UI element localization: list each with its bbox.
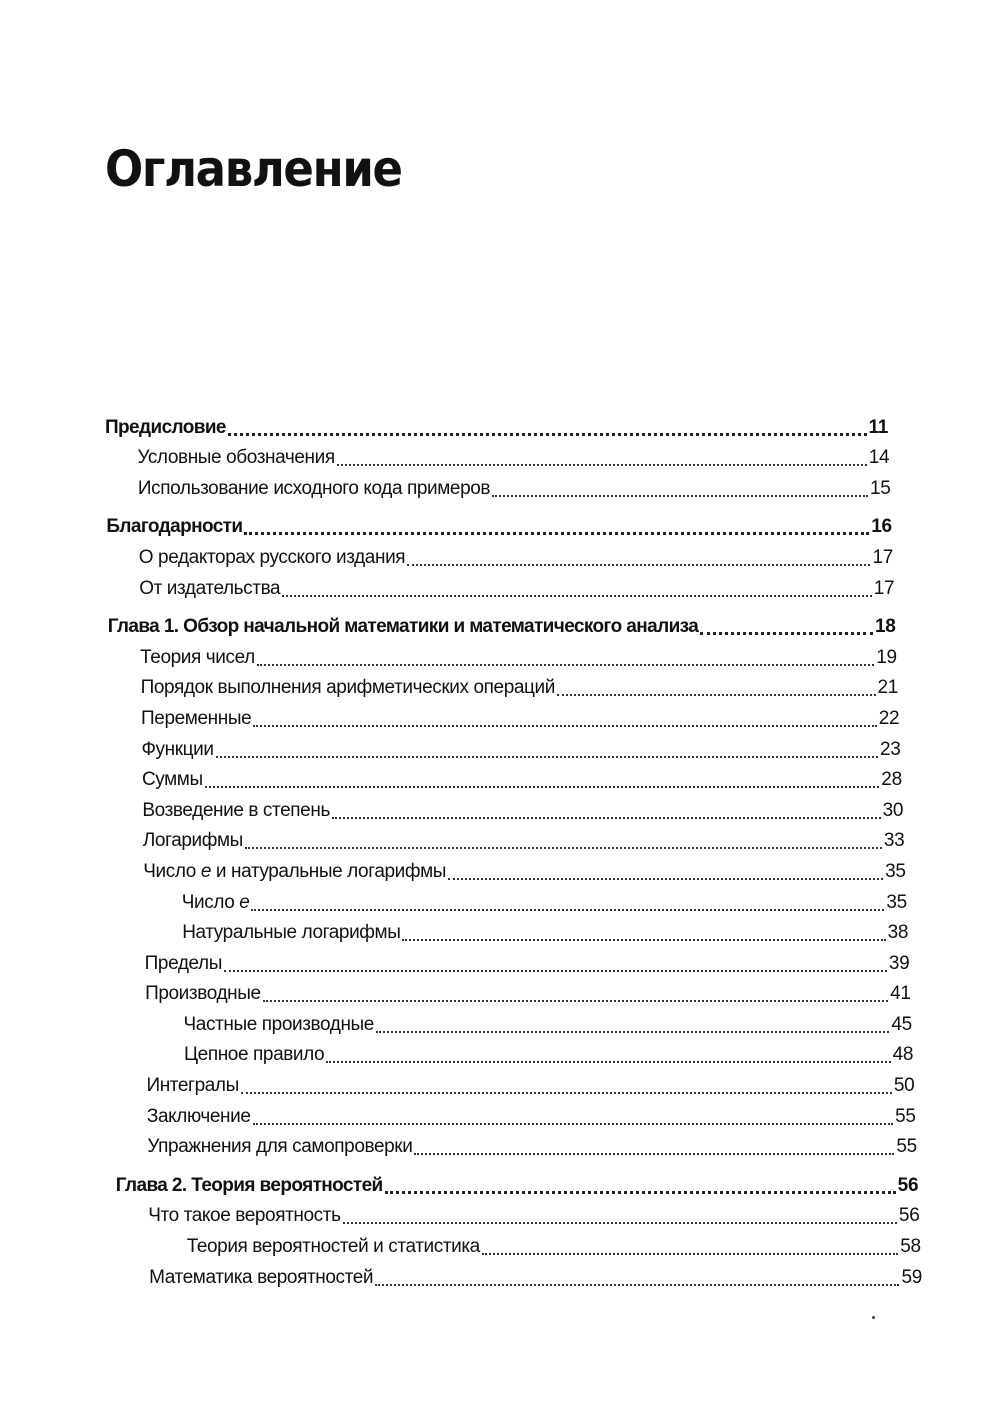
toc-entry-label: Натуральные логарифмы [182, 922, 401, 944]
toc-entry-page: 17 [872, 546, 894, 568]
toc-entry-page: 16 [871, 516, 892, 538]
toc-entry-label: Частные производные [183, 1013, 374, 1035]
toc-dot-leader [326, 1049, 890, 1063]
toc-entry-label: Цепное правило [184, 1044, 325, 1066]
toc-entry [0, 573, 894, 604]
toc-entry [0, 948, 909, 979]
toc-entry-label: Функции [141, 738, 214, 760]
toc-entry-label: Благодарности [106, 516, 243, 538]
toc-entry [0, 673, 898, 704]
toc-entry [0, 703, 899, 734]
toc-chapter-entry [0, 512, 892, 543]
toc-entry-label: Суммы [141, 769, 203, 791]
toc-entry-label: Заключение [146, 1105, 251, 1127]
toc-entry-label: Математика вероятностей [149, 1266, 374, 1288]
toc-entry-label: Что такое вероятность [148, 1205, 341, 1227]
toc-entry [0, 918, 908, 949]
toc-dot-leader [245, 835, 882, 849]
toc-dot-leader [482, 1241, 898, 1255]
toc-entry [0, 1201, 919, 1232]
toc-dot-leader [224, 958, 887, 972]
toc-dot-leader [376, 1019, 889, 1033]
toc-dot-leader [257, 652, 874, 666]
toc-entry-page: 28 [881, 769, 902, 791]
toc-entry [0, 1132, 917, 1163]
toc-entry [0, 1231, 921, 1262]
toc-entry-page: 33 [883, 830, 905, 852]
toc-entry [0, 1070, 914, 1101]
toc-entry-label: Глава 1. Обзор начальной математики и математического анализа [107, 616, 699, 638]
toc-chapter-entry [0, 1170, 918, 1201]
toc-entry [0, 734, 901, 765]
toc-chapter-entry [0, 412, 888, 443]
toc-entry-page: 56 [898, 1205, 920, 1227]
toc-entry [0, 642, 897, 673]
toc-entry [0, 826, 904, 857]
toc-entry-page: 22 [878, 707, 900, 729]
toc-entry-page: 50 [893, 1075, 915, 1097]
toc-dot-leader [700, 620, 873, 635]
toc-entry-page: 55 [896, 1136, 917, 1158]
toc-entry-label: Число e и натуральные логарифмы [143, 860, 447, 882]
toc-dot-leader [492, 483, 868, 497]
toc-entry-label: Теория вероятностей и статистика [186, 1236, 480, 1258]
toc-entry [0, 1040, 913, 1071]
toc-entry-page: 48 [892, 1044, 914, 1066]
toc-entry-page: 30 [882, 799, 904, 821]
toc-entry [0, 473, 891, 504]
toc-dot-leader [557, 682, 876, 696]
toc-entry-label: Интегралы [146, 1075, 239, 1097]
toc-entry [0, 765, 902, 796]
toc-entry-label: Предисловие [105, 416, 226, 438]
toc-entry-label: Логарифмы [142, 830, 243, 852]
toc-entry-label: Производные [145, 983, 261, 1005]
toc-entry [0, 795, 903, 826]
toc-dot-leader [385, 1179, 896, 1194]
toc-entry-page: 45 [891, 1013, 912, 1035]
toc-entry-label: Использование исходного кода примеров [137, 477, 491, 499]
toc-dot-leader [282, 583, 872, 597]
toc-entry-label: Число e [181, 891, 250, 913]
toc-dot-leader [375, 1272, 899, 1286]
toc-entry-label: Возведение в степень [142, 799, 330, 821]
toc-entry-label: Пределы [144, 952, 222, 974]
toc-dot-leader [244, 520, 869, 535]
toc-dot-leader [205, 774, 880, 788]
toc-entry [0, 443, 889, 474]
toc-entry-page: 11 [868, 416, 888, 438]
toc-entry [0, 1262, 922, 1293]
toc-entry-page: 59 [901, 1266, 922, 1288]
toc-entry-page: 55 [895, 1105, 916, 1127]
toc-entry-page: 35 [885, 860, 906, 882]
toc-entry-label: Порядок выполнения арифметических операций [140, 677, 555, 699]
toc-entry [0, 856, 906, 887]
toc-entry-label: Теория чисел [140, 646, 255, 668]
toc-dot-leader [448, 866, 883, 880]
toc-entry [0, 1009, 912, 1040]
toc-dot-leader [253, 713, 877, 727]
toc-entry-page: 23 [880, 738, 901, 760]
toc-entry-page: 18 [875, 616, 896, 638]
toc-dot-leader [263, 988, 888, 1002]
toc-dot-leader [253, 1111, 894, 1125]
toc-entry [0, 887, 907, 918]
toc-entry [0, 979, 911, 1010]
toc-dot-leader [414, 1141, 894, 1155]
toc-dot-leader [407, 552, 870, 566]
toc-dot-leader [343, 1210, 897, 1224]
toc-dot-leader [251, 897, 884, 911]
toc-dot-leader [241, 1080, 892, 1094]
toc-entry-page: 35 [886, 891, 907, 913]
toc-dot-leader [228, 421, 867, 436]
toc-entry-label: Упражнения для самопроверки [147, 1136, 413, 1158]
toc-entry-page: 39 [888, 952, 910, 974]
toc-entry-page: 41 [890, 983, 911, 1005]
toc-dot-leader [402, 927, 885, 941]
toc-entry-page: 38 [887, 922, 909, 944]
page-title: Оглавление [105, 140, 402, 198]
toc-chapter-entry [0, 612, 896, 643]
toc-dot-leader [337, 452, 867, 466]
table-of-contents [0, 412, 1000, 1293]
toc-dot-leader [216, 744, 878, 758]
toc-entry-label: Глава 2. Теория вероятностей [115, 1174, 383, 1196]
print-speck [872, 1316, 875, 1319]
toc-entry-label: О редакторах русского издания [138, 546, 406, 568]
toc-entry-page: 21 [877, 677, 899, 699]
toc-entry-page: 15 [869, 477, 891, 499]
toc-entry-label: Условные обозначения [137, 447, 335, 469]
toc-entry-page: 19 [876, 646, 897, 668]
toc-entry [0, 542, 893, 573]
toc-entry [0, 1101, 916, 1132]
toc-entry-label: Переменные [141, 707, 252, 729]
toc-entry-page: 14 [868, 447, 890, 469]
toc-entry-page: 17 [873, 577, 895, 599]
toc-entry-page: 56 [897, 1174, 919, 1196]
toc-dot-leader [332, 805, 881, 819]
toc-entry-page: 58 [900, 1236, 921, 1258]
toc-entry-label: От издательства [139, 577, 281, 599]
